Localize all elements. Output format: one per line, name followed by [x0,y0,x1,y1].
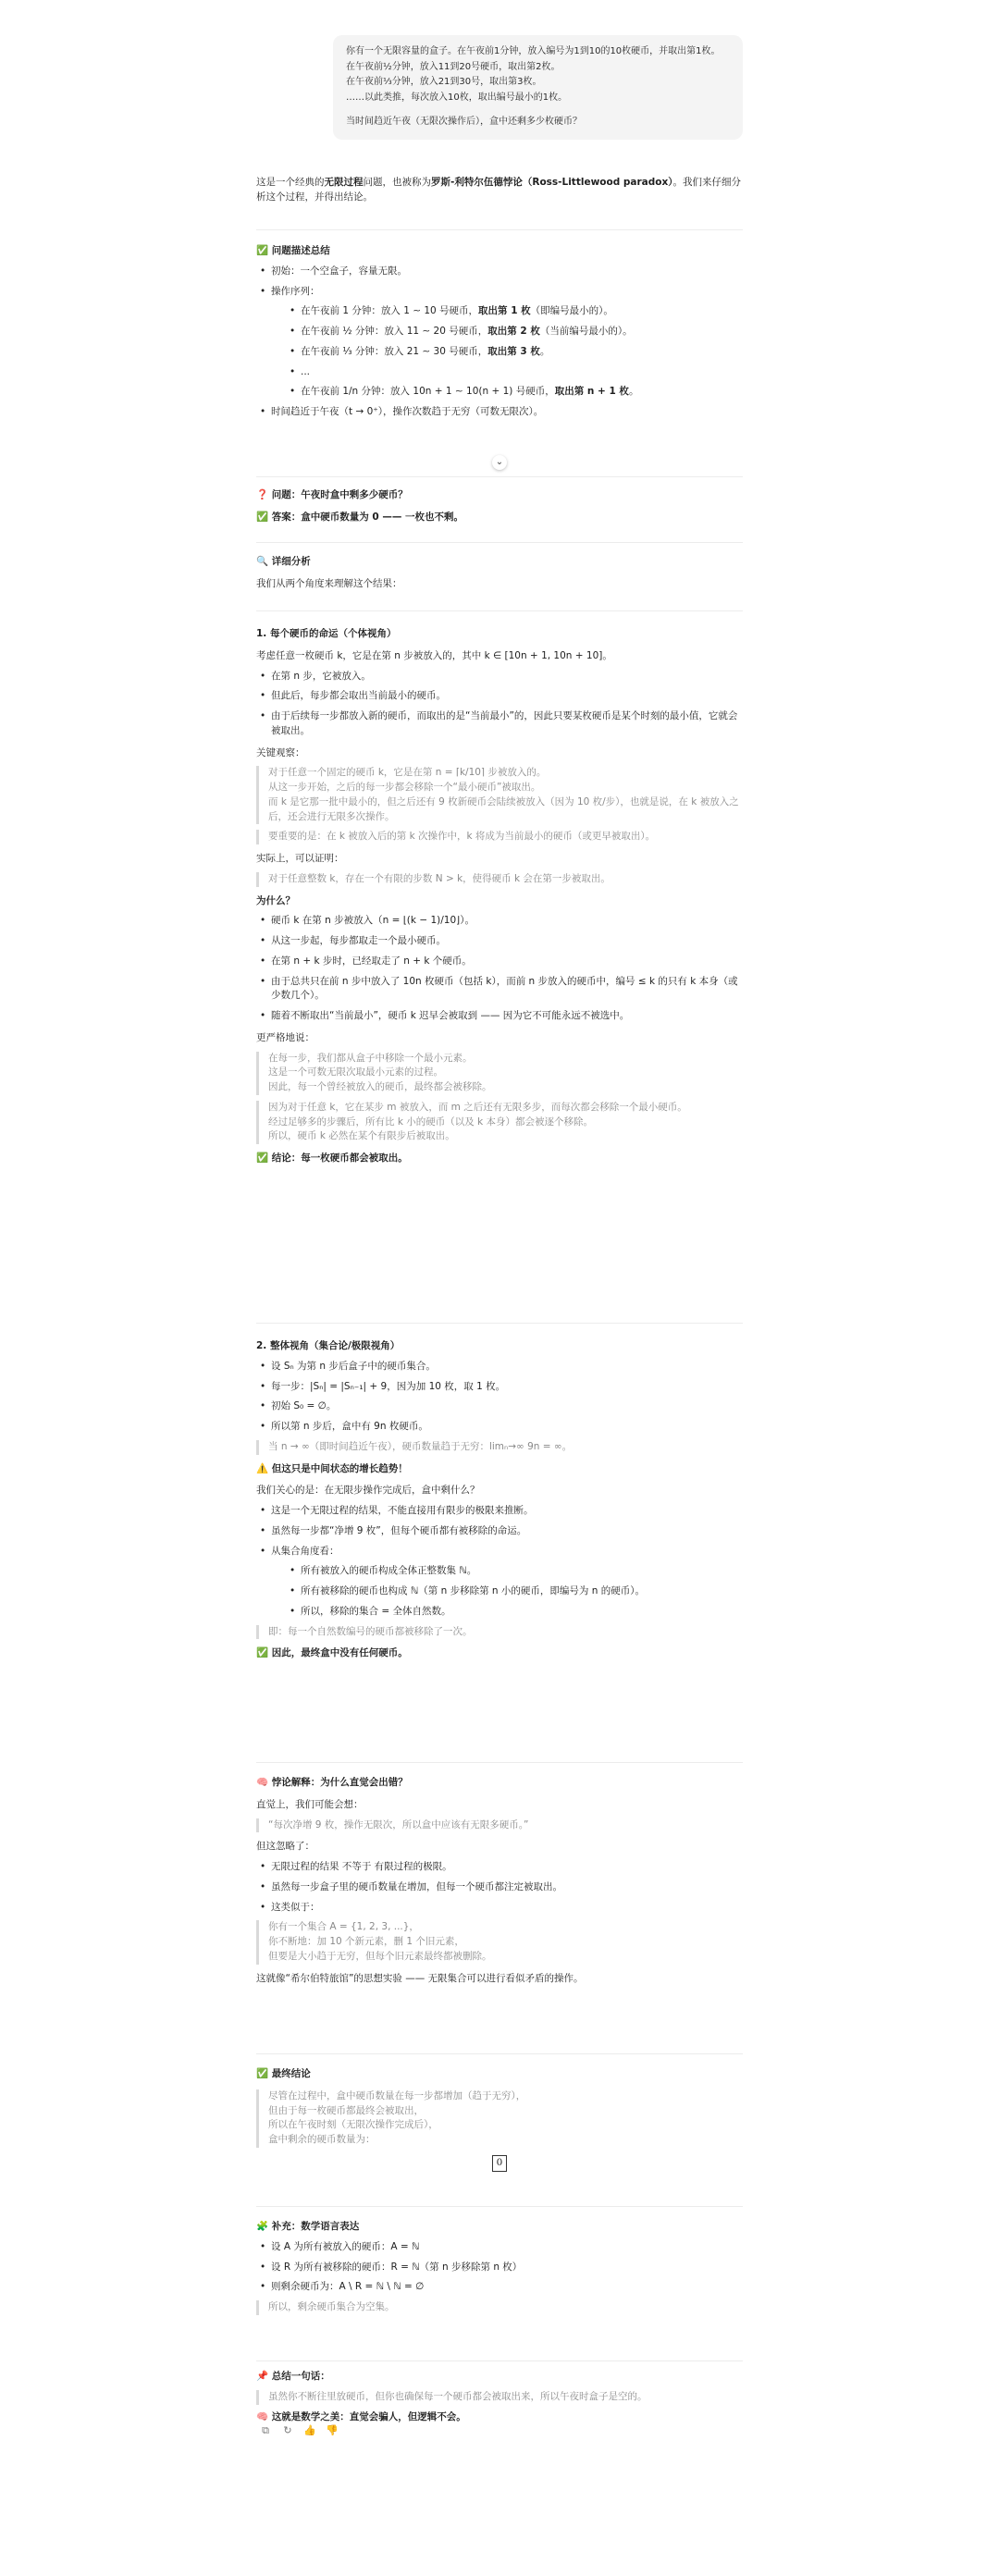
regenerate-icon[interactable]: ↻ [283,2424,292,2436]
list-item: • 在午夜前 1 分钟：放入 1 ∼ 10 号硬币，取出第 1 枚（即编号最小的）。 [286,304,743,319]
list-item: • 所有被移除的硬币也构成 ℕ（第 n 步移除第 n 小的硬币，即编号为 n 的硬币）。 [286,1584,743,1599]
label: 实际上，可以证明： [256,853,344,864]
list-item: • 在午夜前 ½ 分钟：放入 11 ∼ 20 号硬币，取出第 2 枚（当前编号最小的）。 [286,325,743,339]
subsection-title: 2. 整体视角（集合论/极限视角） [256,1340,401,1351]
list-item: • 在第 n 步，它被放入。 [256,670,743,684]
blockquote: 当 n → ∞（即时间趋近午夜），硬币数量趋于无穷：limₙ→∞ 9n = ∞。 [256,1440,743,1455]
list-item: • 在午夜前 1/n 分钟：放入 10n + 1 ∼ 10(n + 1) 号硬币，取出第 n + 1 枚。 [286,385,743,400]
paradox-section [256,1776,743,1986]
list-item: • 设 A 为所有被放入的硬币：A = ℕ [256,2240,743,2255]
blockquote: 对于任意一个固定的硬币 k，它是在第 n = ⌈k/10⌉ 步被放入的。 从这一步开始，之后的每一步都会移除一个“最小硬币”被取出。 而 k 是它那一批中最小的，但之后还有 9 枚新硬币会陆续被放入（因为 10 枚/步），也就是说，在 k 被放入之后，还会进行无限多次操作。 [256,766,743,824]
blockquote: 所以，剩余硬币集合为空集。 [256,2300,743,2315]
list-item: • 随着不断取出“当前最小”，硬币 k 迟早会被取到 —— 因为它不可能永远不被选中。 [256,1009,743,1024]
qa-block [256,488,743,525]
blockquote: 尽管在过程中，盒中硬币数量在每一步都增加（趋于无穷）， 但由于每一枚硬币都最终会被取出， 所以在午夜时刻（无限次操作完成后）， 盒中剩余的硬币数量为： [256,2089,743,2148]
copy-icon[interactable]: ⧉ [262,2424,269,2436]
view-set-theory [256,1339,743,1661]
blockquote: 对于任意整数 k，存在一个有限的步数 N > k，使得硬币 k 会在第一步被取出。 [256,872,743,887]
list-item: • 初始：一个空盒子，容量无限。 [256,265,743,279]
message-actions [259,2423,339,2439]
section-title: ✅ 问题描述总结 [256,245,330,256]
list-item: • 操作序列： • 在午夜前 1 分钟：放入 1 ∼ 10 号硬币，取出第 1 枚（即编号最小的）。 • 在午夜前 ½ 分钟：放入 11 ∼ 20 号硬币，取出第 2 枚（当前编号最小的）。 • 在午夜前 ⅓ 分钟：放入 21 ∼ 30 号硬币，取出第 3 枚。 • ... • 在午夜前 1/n 分钟：放入 10n + 1 ∼ 10(n + 1) 号硬币，取出第 n + 1 枚。 [256,285,743,401]
conclusion: ✅ 因此，最终盒中没有任何硬币。 [256,1647,408,1659]
subsection-title: 1. 每个硬币的命运（个体视角） [256,628,397,639]
list-item: • 无限过程的结果 不等于 有限过程的极限。 [256,1860,743,1875]
list-item: • 所以第 n 步后，盒中有 9n 枚硬币。 [256,1420,743,1435]
section-title: 🔍 详细分析 [256,556,311,567]
list-item: • 这类似于： [256,1901,743,1916]
list-item: • 则剩余硬币为：A \ R = ℕ \ ℕ = ∅ [256,2280,743,2295]
list-item: • 所有被放入的硬币构成全体正整数集 ℕ。 [286,1564,743,1579]
section-title: 🧩 补充：数学语言表达 [256,2221,360,2232]
supplement-section [256,2220,743,2321]
summary-line-section [256,2370,743,2424]
list-item: • 由于总共只在前 n 步中放入了 10n 枚硬币（包括 k），而前 n 步放入的硬币中，编号 ≤ k 的只有 k 本身（或少数几个）。 [256,975,743,1005]
list-item: • 硬币 k 在第 n 步被放入（n = ⌊(k − 1)/10⌋）。 [256,914,743,929]
list-item: • 虽然每一步都“净增 9 枚”，但每个硬币都有被移除的命运。 [256,1524,743,1539]
analysis-section [256,555,743,592]
question-line: ❓ 问题：午夜时盒中剩多少硬币？ [256,489,408,500]
list-item: • 在第 n + k 步时，已经取走了 n + k 个硬币。 [256,955,743,969]
warning: ⚠️ 但这只是中间状态的增长趋势！ [256,1462,408,1474]
paragraph: 考虑任意一枚硬币 k，它是在第 n 步被放入的，其中 k ∈ [10n + 1, 10n + 10]。 [256,649,612,661]
blockquote: 你有一个集合 A = {1, 2, 3, ...}， 你不断地：加 10 个新元素，删 1 个旧元素， 但要是大小趋于无穷，但每个旧元素最终都被删除。 [256,1920,743,1964]
list-item: • 每一步：|Sₙ| = |Sₙ₋₁| + 9，因为加 10 枚，取 1 枚。 [256,1380,743,1395]
final-conclusion [256,2067,743,2172]
blockquote: 虽然你不断往里放硬币，但你也确保每一个硬币都会被取出来，所以午夜时盒子是空的。 [256,2390,743,2405]
user-line: ……以此类推，每次放入10枚，取出编号最小的1枚。 [346,92,568,103]
blockquote: 在每一步，我们都从盒子中移除一个最小元素。 这是一个可数无限次取最小元素的过程。 因此，每一个曾经被放入的硬币，最终都会被移除。 [256,1052,743,1095]
user-line: 你有一个无限容量的盒子。在午夜前1分钟，放入编号为1到10的10枚硬币，并取出第1枚。 [346,46,721,56]
closing-line: 🧠 这就是数学之美：直觉会骗人，但逻辑不会。 [256,2410,466,2422]
paragraph: 这就像“希尔伯特旅馆”的思想实验 —— 无限集合可以进行看似矛盾的操作。 [256,1972,584,1984]
section-title: ✅ 最终结论 [256,2068,311,2079]
paragraph: 直觉上，我们可能会想： [256,1798,364,1810]
list-item: • 虽然每一步盒子里的硬币数量在增加，但每一个硬币都注定被取出。 [256,1880,743,1895]
conclusion: ✅ 结论：每一枚硬币都会被取出。 [256,1152,408,1164]
blockquote: “每次净增 9 枚，操作无限次，所以盒中应该有无限多硬币。” [256,1818,743,1833]
list-item: • 这是一个无限过程的结果，不能直接用有限步的极限来推断。 [256,1504,743,1519]
view-individual [256,627,743,1166]
list-item: • 设 Sₙ 为第 n 步后盒子中的硬币集合。 [256,1360,743,1374]
thumbs-down-icon[interactable]: 👎 [326,2424,339,2436]
blockquote: 即：每一个自然数编号的硬币都被移除了一次。 [256,1625,743,1640]
section-title: 📌 总结一句话： [256,2371,330,2382]
list-item: • 设 R 为所有被移除的硬币：R = ℕ（第 n 步移除第 n 枚） [256,2261,743,2275]
chevron-down-icon[interactable]: ⌄ [492,455,507,470]
paragraph: 我们从两个角度来理解这个结果： [256,577,402,589]
paragraph: 我们关心的是：在无限步操作完成后，盒中剩什么？ [256,1485,480,1497]
blockquote: 要重要的是：在 k 被放入后的第 k 次操作中，k 将成为当前最小的硬币（或更早被取出）。 [256,830,743,844]
user-question: 当时间趋近午夜（无限次操作后），盒中还剩多少枚硬币？ [346,117,582,127]
intro-paragraph: 这是一个经典的无限过程问题，也被称为罗斯-利特尔伍德悖论（Ross-Littlewood paradox）。我们来仔细分析这个过程，并得出结论。 [256,177,741,203]
list-item: • 从集合角度看： • 所有被放入的硬币构成全体正整数集 ℕ。 • 所有被移除的硬币也构成 ℕ（第 n 步移除第 n 小的硬币，即编号为 n 的硬币）。 • 所以，移除的集合 = 全体自然数。 [256,1545,743,1620]
user-line: 在午夜前½分钟，放入11到20号硬币，取出第2枚。 [346,61,561,72]
user-message [333,35,743,140]
thumbs-up-icon[interactable]: 👍 [303,2424,316,2436]
label: 更严格地说： [256,1031,314,1043]
list-item: • 但此后，每步都会取出当前最小的硬币。 [256,689,743,704]
list-item: • 所以，移除的集合 = 全体自然数。 [286,1605,743,1620]
label: 为什么？ [256,894,295,906]
list-item: • 时间趋近于午夜（t → 0⁺），操作次数趋于无穷（可数无限次）。 [256,405,743,420]
list-item: • 初始 S₀ = ∅。 [256,1399,743,1414]
list-item: • 由于后续每一步都放入新的硬币，而取出的是“当前最小”的，因此只要某枚硬币是某个时刻的最小值，它就会被取出。 [256,709,743,739]
list-item: • ... [286,365,743,380]
section-title: 🧠 悖论解释：为什么直觉会出错？ [256,1777,408,1788]
user-line: 在午夜前⅓分钟，放入21到30号，取出第3枚。 [346,77,542,87]
list-item: • 在午夜前 ⅓ 分钟：放入 21 ∼ 30 号硬币，取出第 3 枚。 [286,345,743,360]
label: 关键观察： [256,746,305,758]
paragraph: 但这忽略了： [256,1841,314,1853]
list-item: • 从这一步起，每步都取走一个最小硬币。 [256,934,743,949]
answer-box: 0 [492,2155,508,2172]
answer-line: ✅ 答案：盒中硬币数量为 0 —— 一枚也不剩。 [256,511,464,523]
blockquote: 因为对于任意 k，它在某步 m 被放入，而 m 之后还有无限多步，而每次都会移除一个最小硬币。 经过足够多的步骤后，所有比 k 小的硬币（以及 k 本身）都会被逐个移除。 所以，硬币 k 必然在某个有限步后被取出。 [256,1101,743,1144]
problem-summary [256,244,743,425]
